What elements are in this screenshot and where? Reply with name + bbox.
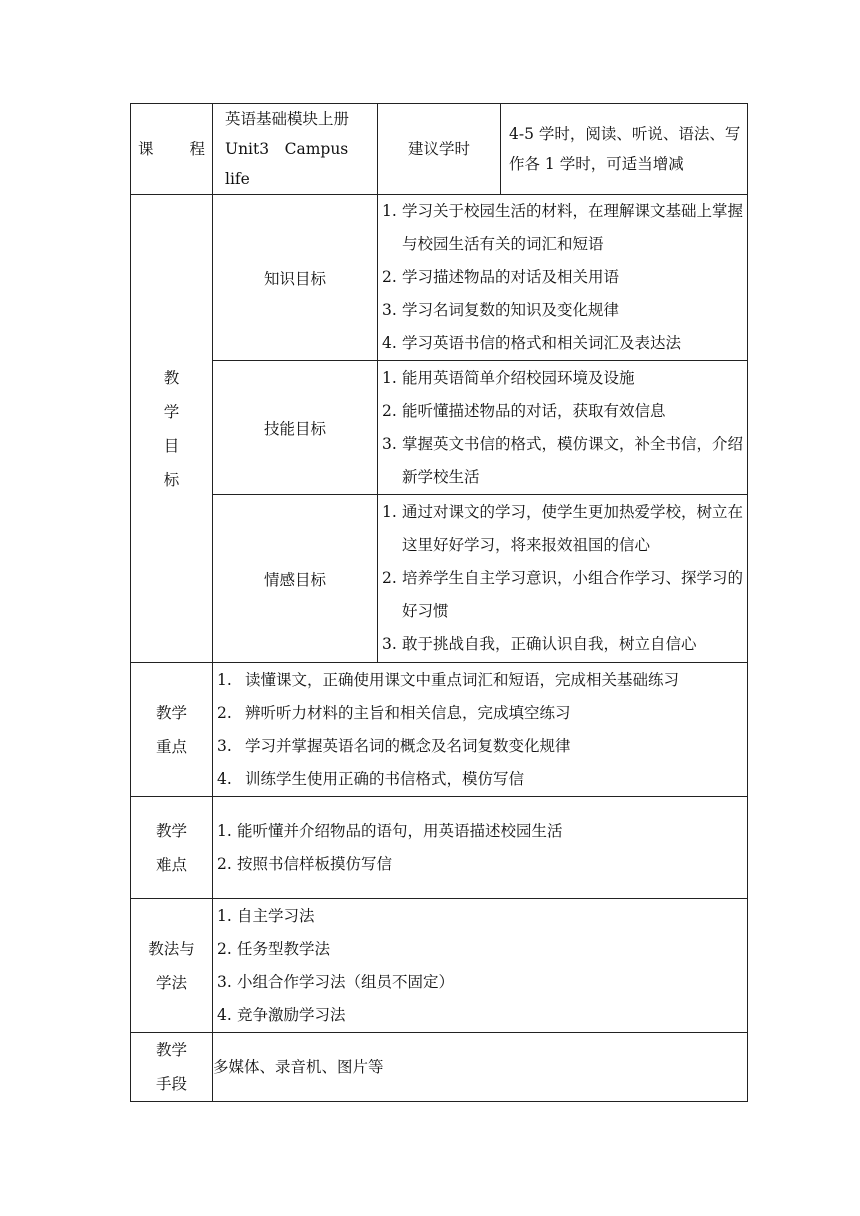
course-label-1: 课 [138, 140, 154, 158]
course-value-line2: Unit3 Campus life [225, 140, 349, 188]
emotion-row [131, 495, 748, 663]
means-value: 多媒体、录音机、图片等 [213, 1033, 748, 1102]
course-row [131, 104, 748, 195]
course-label-cell [131, 104, 213, 195]
course-value-cell [213, 104, 378, 195]
key-points-row [131, 663, 748, 797]
knowledge-row [131, 195, 748, 361]
objectives-label-char: 学 [163, 402, 180, 421]
difficult-points-list [213, 797, 748, 899]
key-points-label: 教学 重点 [131, 663, 213, 797]
difficult-points-label: 教学 难点 [131, 797, 213, 899]
objectives-label-char: 目 [163, 436, 180, 455]
means-label: 教学 手段 [131, 1033, 213, 1102]
list-item: 2. 能听懂描述物品的对话，获取有效信息 [382, 401, 666, 420]
means-row [131, 1033, 748, 1102]
skill-row [131, 361, 748, 495]
difficult-points-row [131, 797, 748, 899]
list-item: 4. 竞争激励学习法 [217, 1005, 346, 1024]
list-item: 3. 敢于挑战自我，正确认识自我，树立自信心 [382, 635, 697, 653]
emotion-label: 情感目标 [213, 495, 378, 663]
list-item: 2. 辨听听力材料的主旨和相关信息，完成填空练习 [217, 703, 571, 722]
objectives-label-char: 标 [163, 470, 180, 489]
emotion-list [378, 495, 748, 663]
list-item: 2. 培养学生自主学习意识，小组合作学习、探学习的好习惯 [382, 569, 744, 620]
list-item: 3. 学习名词复数的知识及变化规律 [382, 301, 620, 319]
list-item: 2. 学习描述物品的对话及相关用语 [382, 268, 620, 286]
list-item: 1. 自主学习法 [217, 906, 315, 925]
list-item: 4. 学习英语书信的格式和相关词汇及表达法 [382, 334, 682, 352]
list-item: 3. 小组合作学习法（组员不固定） [217, 972, 455, 991]
knowledge-list [378, 195, 748, 361]
hours-value: 4-5 学时，阅读、听说、语法、写作各 1 学时，可适当增减 [501, 104, 748, 195]
key-points-list [213, 663, 748, 797]
objectives-label-char: 教 [163, 368, 180, 387]
list-item: 2. 按照书信样板摸仿写信 [217, 854, 393, 873]
course-value-line1: 英语基础模块上册 [225, 110, 350, 128]
list-item: 1. 通过对课文的学习，使学生更加热爱学校，树立在这里好好学习，将来报效祖国的信心 [382, 503, 744, 554]
list-item: 1. 能用英语简单介绍校园环境及设施 [382, 368, 635, 387]
list-item: 4. 训练学生使用正确的书信格式，模仿写信 [217, 769, 525, 788]
methods-list [213, 899, 748, 1033]
skill-label: 技能目标 [213, 361, 378, 495]
knowledge-label: 知识目标 [213, 195, 378, 361]
hours-label: 建议学时 [378, 104, 501, 195]
methods-row [131, 899, 748, 1033]
list-item: 3. 掌握英文书信的格式，模仿课文，补全书信，介绍新学校生活 [382, 434, 744, 486]
methods-label: 教法与 学法 [131, 899, 213, 1033]
course-label-2: 程 [189, 140, 205, 158]
list-item: 1. 能听懂并介绍物品的语句，用英语描述校园生活 [217, 821, 563, 840]
lesson-plan-table [130, 103, 748, 1102]
list-item: 3. 学习并掌握英语名词的概念及名词复数变化规律 [217, 736, 571, 755]
list-item: 2. 任务型教学法 [217, 939, 331, 958]
list-item: 1. 学习关于校园生活的材料，在理解课文基础上掌握与校园生活有关的词汇和短语 [382, 202, 744, 253]
skill-list [378, 361, 748, 495]
list-item: 1. 读懂课文，正确使用课文中重点词汇和短语，完成相关基础练习 [217, 670, 680, 689]
objectives-label [131, 195, 213, 663]
